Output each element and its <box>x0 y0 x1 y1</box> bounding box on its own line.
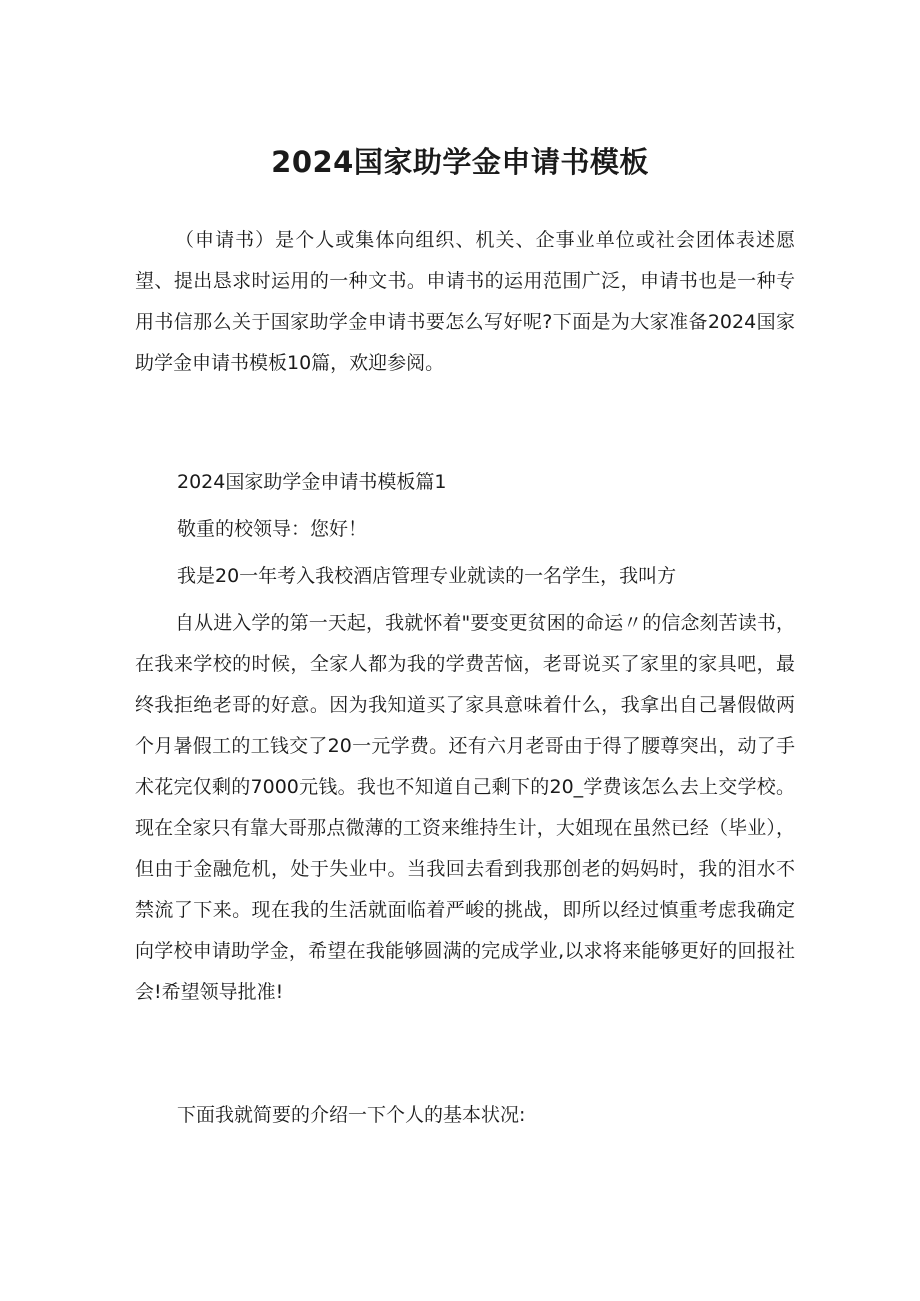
closing-line: 下面我就简要的介绍一下个人的基本状况: <box>177 1104 526 1126</box>
section-title: 2024国家助学金申请书模板篇1 <box>177 471 447 493</box>
story-paragraph: 自从进入学的第一天起，我就怀着"要变更贫困的命运〃的信念刻苦读书，在我来学校的时候，全家人都为我的学费苦恼，老哥说买了家里的家具吧，最终我拒绝老哥的好意。因为我知道买了家具意味着什么，我拿出自己暑假做两个月暑假工的工钱交了20一元学费。还有六月老哥由于得了腰尊突出，动了手术花完仅剩的7000元钱。我也不知道自己剩下的20_学费该怎么去上交学校。现在全家只有靠大哥那点微薄的工资来维持生计，大姐现在虽然已经（毕业），但由于金融危机，处于失业中。当我回去看到我那创老的妈妈时，我的泪水不禁流了下来。现在我的生活就面临着严峻的挑战，即所以经过慎重考虑我确定向学校申请助学金，希望在我能够圆满的完成学业,以求将来能够更好的回报社会!希望领导批准! <box>135 612 795 1003</box>
greeting-line: 敬重的校领导：您好！ <box>177 518 368 540</box>
page-title: 2024国家助学金申请书模板 <box>271 145 649 179</box>
self-introduction-line: 我是20一年考入我校酒店管理专业就读的一名学生，我叫方 <box>177 565 677 587</box>
intro-paragraph: （申请书）是个人或集体向组织、机关、企事业单位或社会团体表述愿望、提出恳求时运用的一种文书。申请书的运用范围广泛，申请书也是一种专用书信那么关于国家助学金申请书要怎么写好呢?下面是为大家准备2024国家助学金申请书模板10篇，欢迎参阅。 <box>135 229 795 374</box>
